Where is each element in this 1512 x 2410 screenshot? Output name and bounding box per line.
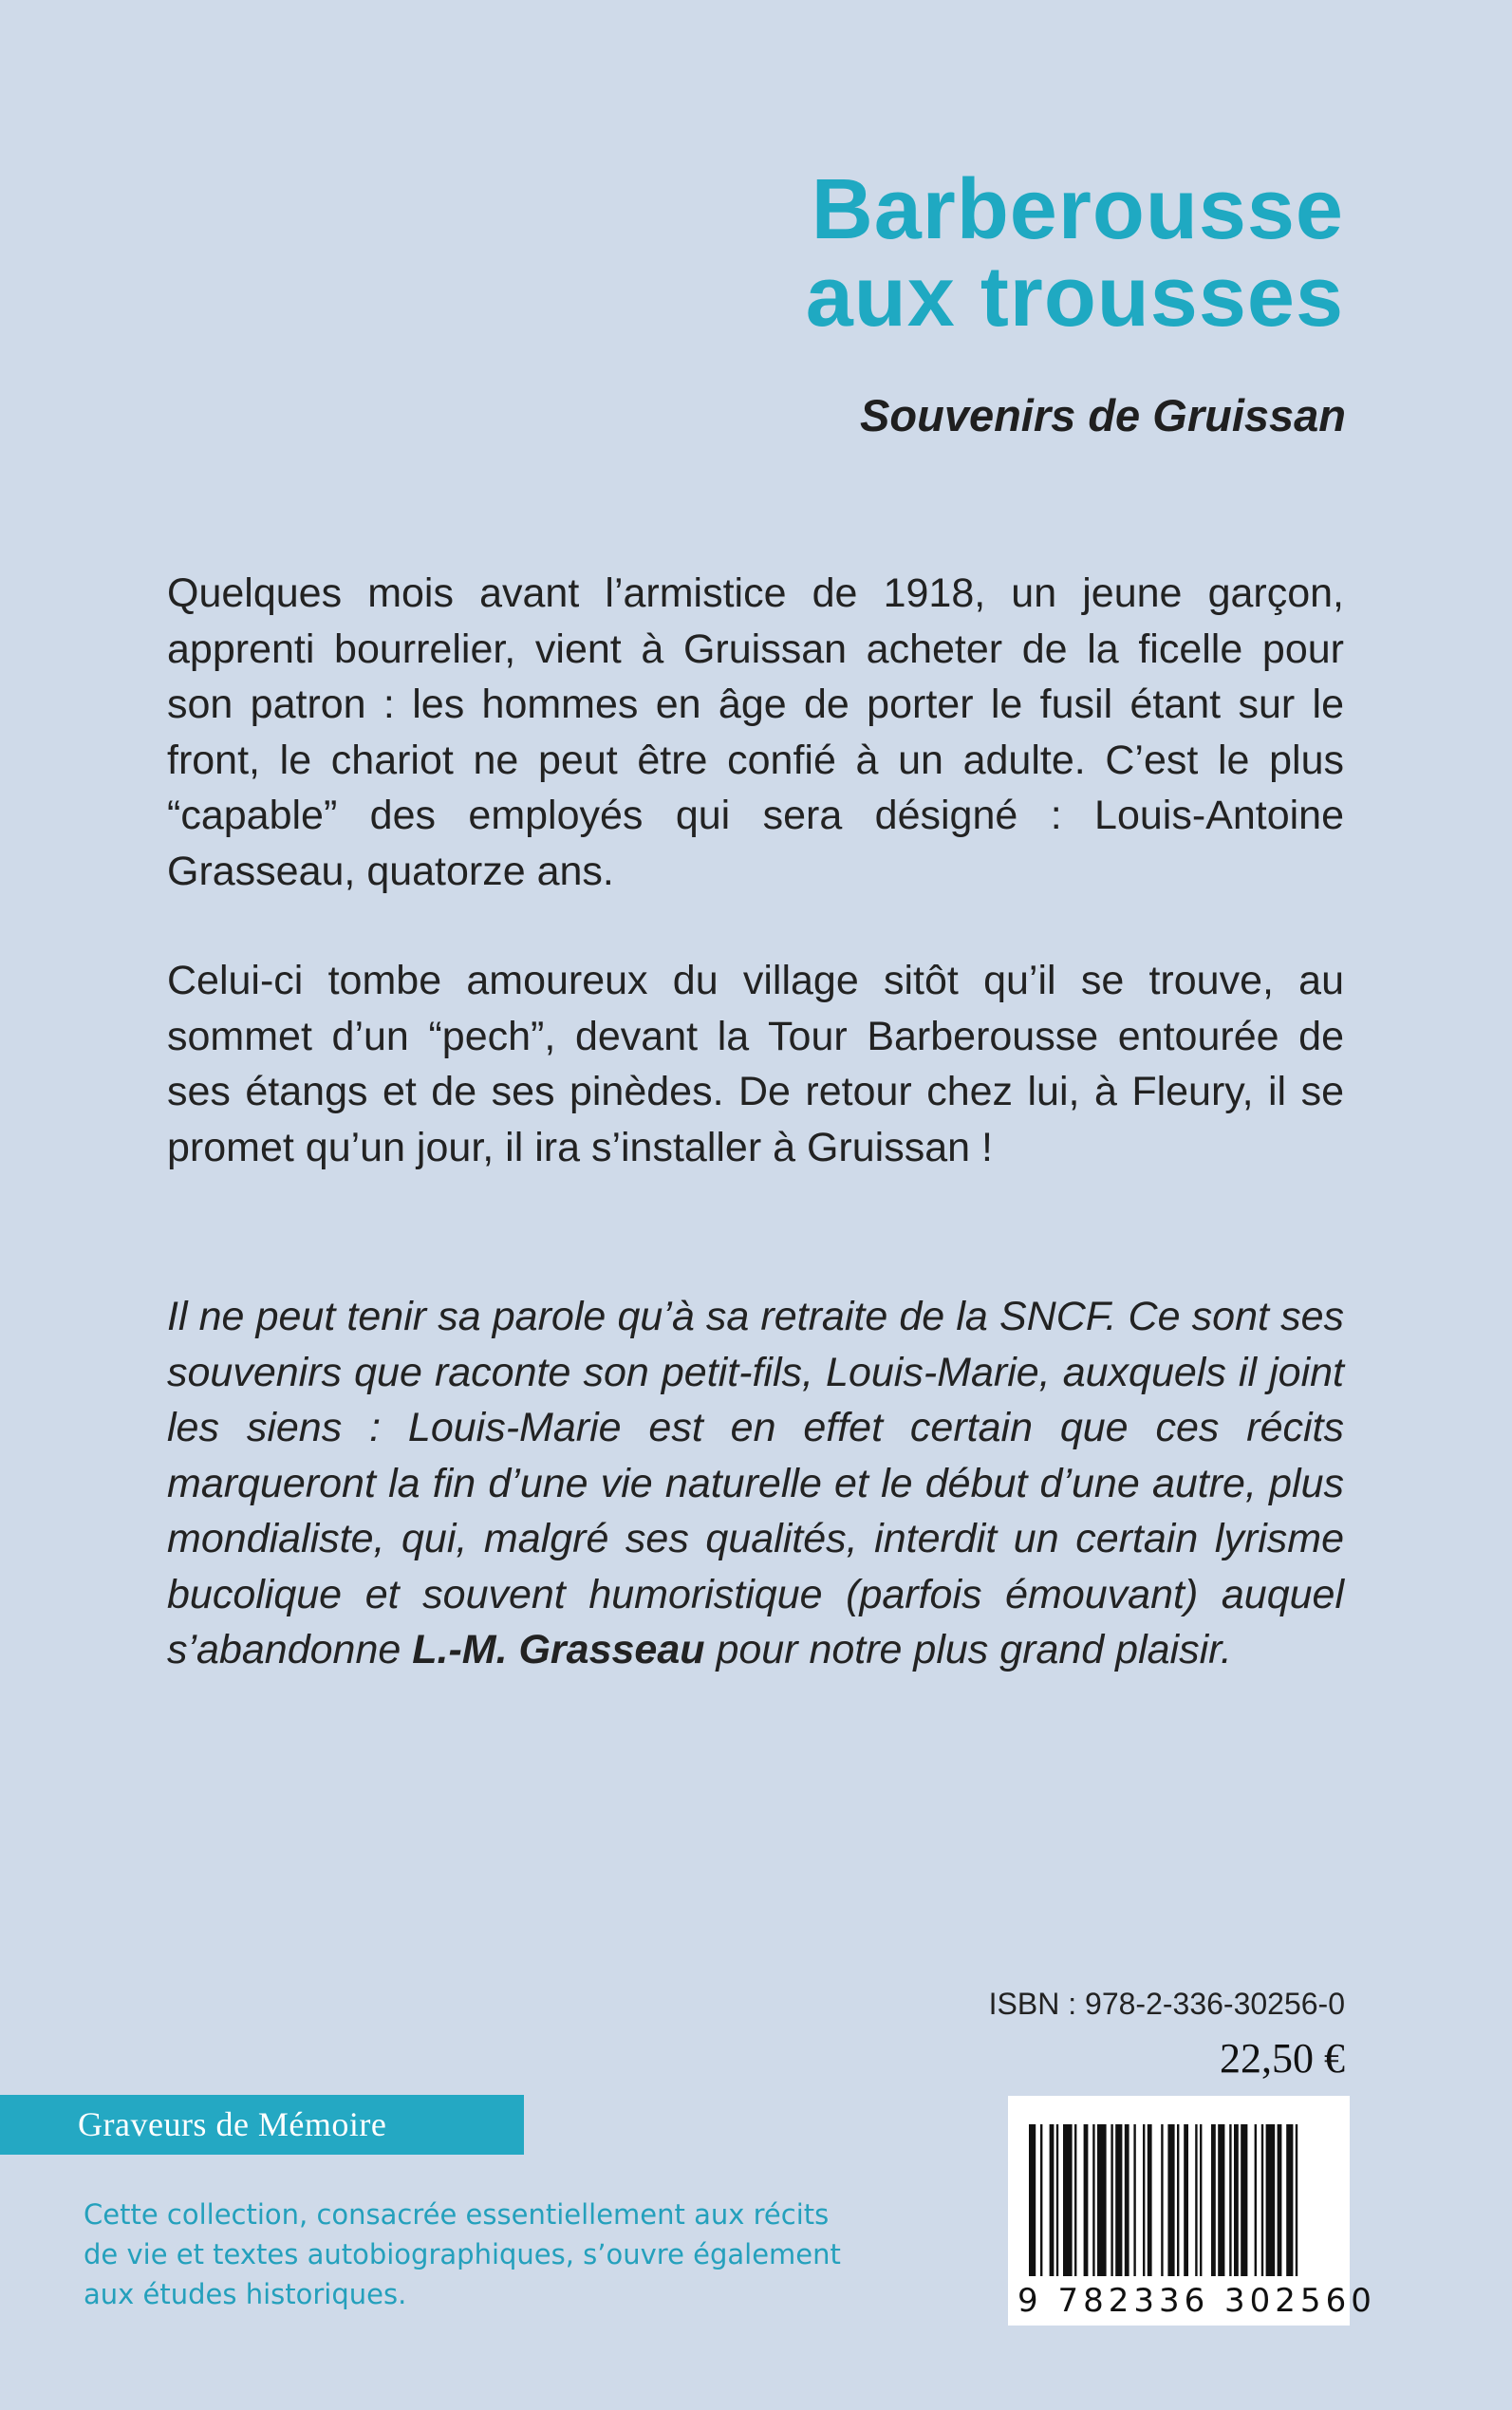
barcode-bar: [1125, 2124, 1129, 2276]
subtitle: Souvenirs de Gruissan: [860, 390, 1346, 440]
barcode: [1008, 2096, 1376, 2326]
barcode-bar: [1296, 2124, 1297, 2276]
barcode-bar: [1167, 2124, 1174, 2276]
title-line-1: Barberousse: [811, 162, 1344, 257]
barcode-bar: [1241, 2124, 1247, 2276]
barcode-bar: [1200, 2124, 1202, 2276]
collection-banner: [0, 2095, 524, 2155]
author-name: L.-M. Grasseau: [412, 1627, 705, 1672]
barcode-bar: [1255, 2124, 1257, 2276]
barcode-bar: [1050, 2124, 1055, 2276]
blurb-paragraph-2: Celui-ci tombe amoureux du village sitôt qu’il se trouve, au sommet d’un “pech”, devant la Tour Barberousse entourée de ses étangs et de ses pinèdes. De retour chez lui, à Fleury, il se promet qu’un jour, il ira s’installer à Gruissan !: [167, 958, 1344, 1170]
barcode-bar: [1056, 2124, 1058, 2276]
barcode-bar: [1092, 2124, 1094, 2276]
paragraph-3-text-end: pour notre plus grand plaisir.: [704, 1627, 1232, 1672]
book-title: [490, 162, 1344, 345]
barcode-bar: [1286, 2124, 1293, 2276]
barcode-bar: [1040, 2124, 1042, 2276]
barcode-bar: [1084, 2124, 1089, 2276]
collection-name: Graveurs de Mémoire: [78, 2105, 387, 2143]
barcode-bar: [1111, 2124, 1112, 2276]
barcode-bar: [1063, 2124, 1073, 2276]
barcode-bar: [1278, 2124, 1282, 2276]
barcode-bar: [1074, 2124, 1076, 2276]
barcode-bar: [1229, 2124, 1231, 2276]
title-line-2: aux trousses: [805, 250, 1344, 345]
barcode-bar: [1261, 2124, 1263, 2276]
barcode-bar: [1184, 2124, 1188, 2276]
paragraph-3-text-start: Il ne peut tenir sa parole qu’à sa retraite de la SNCF. Ce sont ses souvenirs que raconte son petit-fils, Louis-Marie, auxquels il joint les siens : Louis-Marie est en effet certain que ces récits marqueront la fin d’une vie naturelle et le début d’une autre, plus mondialiste, qui, malgré ses qualités, interdit un certain lyrisme bucolique et souvent humoristique (parfois émouvant) auquel s’abandonne: [167, 1294, 1344, 1672]
barcode-bar: [1143, 2124, 1145, 2276]
barcode-bar: [1218, 2124, 1224, 2276]
barcode-bar: [1133, 2124, 1135, 2276]
barcode-digits: 9 782336 302560: [1017, 2282, 1376, 2320]
barcode-bar: [1177, 2124, 1179, 2276]
barcode-bar: [1234, 2124, 1239, 2276]
barcode-bar: [1161, 2124, 1163, 2276]
barcode-bar: [1148, 2124, 1152, 2276]
blurb-paragraph-3: [167, 1289, 1344, 1678]
barcode-bar: [1195, 2124, 1197, 2276]
isbn: ISBN : 978-2-336-30256-0: [988, 1987, 1345, 2021]
barcode-bar: [1211, 2124, 1216, 2276]
blurb-paragraph-1: Quelques mois avant l’armistice de 1918, un jeune garçon, apprenti bourrelier, vient à Gruissan acheter de la ficelle pour son patron : les hommes en âge de porter le fusil étant sur le front, le chariot ne peut être confié à un adulte. C’est le plus “capable” des employés qui sera désigné : Louis-Antoine Grasseau, quatorze ans.: [167, 570, 1344, 894]
barcode-bar: [1115, 2124, 1122, 2276]
collection-description: Cette collection, consacrée essentiellement aux récits de vie et textes autobiographiques, s’ouvre également aux études historiques.: [84, 2198, 841, 2310]
barcode-bar: [1266, 2124, 1276, 2276]
price: 22,50 €: [1220, 2035, 1345, 2082]
barcode-bar: [1097, 2124, 1107, 2276]
barcode-bar: [1029, 2124, 1036, 2276]
barcode-bars: [1008, 2096, 1350, 2286]
